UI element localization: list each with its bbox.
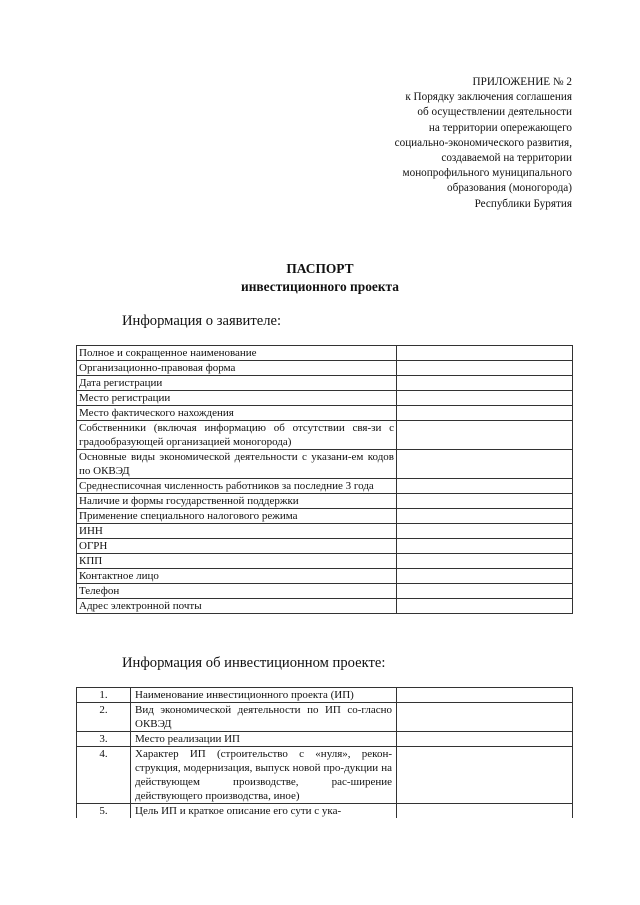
field-label: Цель ИП и краткое описание его сути с ука- [131, 804, 397, 819]
table-row [77, 703, 573, 732]
table-row [77, 346, 573, 361]
field-value-cell[interactable] [397, 599, 573, 614]
table-row [77, 539, 573, 554]
row-number: 4. [77, 747, 131, 804]
annex-header [312, 75, 572, 212]
annex-line: ПРИЛОЖЕНИЕ № 2 [472, 76, 572, 88]
field-label: Вид экономической деятельности по ИП со-гласно ОКВЭД [131, 703, 397, 732]
row-number: 3. [77, 732, 131, 747]
field-label: ИНН [77, 524, 397, 539]
table-row [77, 688, 573, 703]
field-value-cell[interactable] [397, 524, 573, 539]
annex-line: на территории опережающего [428, 121, 572, 134]
table-row [77, 450, 573, 479]
annex-line: социально-экономического развития, [394, 136, 572, 149]
field-label: Организационно-правовая форма [77, 361, 397, 376]
annex-line: монопрофильного муниципального [402, 167, 572, 180]
field-value-cell[interactable] [397, 732, 573, 747]
field-value-cell[interactable] [397, 361, 573, 376]
applicant-table [76, 345, 573, 614]
table-row [77, 584, 573, 599]
field-value-cell[interactable] [397, 406, 573, 421]
project-table [76, 687, 573, 818]
field-value-cell[interactable] [397, 376, 573, 391]
project-section-heading: Информация об инвестиционном проекте: [122, 655, 386, 671]
field-label: Телефон [77, 584, 397, 599]
table-row [77, 569, 573, 584]
field-value-cell[interactable] [397, 479, 573, 494]
annex-line: создаваемой на территории [441, 152, 572, 165]
field-value-cell[interactable] [397, 391, 573, 406]
table-row [77, 406, 573, 421]
field-label: Адрес электронной почты [77, 599, 397, 614]
field-label: Основные виды экономической деятельности с указани-ем кодов по ОКВЭД [77, 450, 397, 479]
table-row [77, 509, 573, 524]
table-row [77, 494, 573, 509]
field-value-cell[interactable] [397, 584, 573, 599]
field-value-cell[interactable] [397, 554, 573, 569]
table-row [77, 599, 573, 614]
field-value-cell[interactable] [397, 450, 573, 479]
applicant-section-heading: Информация о заявителе: [122, 313, 282, 329]
table-row [77, 732, 573, 747]
field-label: Место реализации ИП [131, 732, 397, 747]
table-row [77, 361, 573, 376]
annex-line: об осуществлении деятельности [417, 106, 572, 119]
field-label: Применение специального налогового режима [77, 509, 397, 524]
field-value-cell[interactable] [397, 804, 573, 819]
field-value-cell[interactable] [397, 421, 573, 450]
field-value-cell[interactable] [397, 688, 573, 703]
field-value-cell[interactable] [397, 569, 573, 584]
field-label: КПП [77, 554, 397, 569]
document-title: ПАСПОРТ [286, 261, 354, 276]
annex-line: к Порядку заключения соглашения [405, 91, 572, 104]
field-label: Собственники (включая информацию об отсутствии свя-зи с градообразующей организацией моногорода) [77, 421, 397, 450]
table-row [77, 524, 573, 539]
field-label: Место фактического нахождения [77, 406, 397, 421]
field-label: Характер ИП (строительство с «нуля», рекон-струкция, модернизация, выпуск новой про-дукции на действующем производстве, рас-ширение действующего производства, иное) [131, 747, 397, 804]
table-row [77, 376, 573, 391]
field-label: Среднесписочная численность работников за последние 3 года [77, 479, 397, 494]
table-row [77, 391, 573, 406]
field-value-cell[interactable] [397, 539, 573, 554]
field-label: ОГРН [77, 539, 397, 554]
field-label: Наличие и формы государственной поддержки [77, 494, 397, 509]
field-label: Наименование инвестиционного проекта (ИП) [131, 688, 397, 703]
field-value-cell[interactable] [397, 346, 573, 361]
field-value-cell[interactable] [397, 494, 573, 509]
field-value-cell[interactable] [397, 747, 573, 804]
table-row [77, 554, 573, 569]
field-label: Контактное лицо [77, 569, 397, 584]
row-number: 1. [77, 688, 131, 703]
table-row [77, 421, 573, 450]
document-subtitle: инвестиционного проекта [240, 279, 399, 294]
table-row [77, 479, 573, 494]
field-label: Дата регистрации [77, 376, 397, 391]
row-number: 2. [77, 703, 131, 732]
table-row [77, 747, 573, 804]
row-number: 5. [77, 804, 131, 819]
annex-line: образования (моногорода) [447, 182, 572, 195]
field-label: Место регистрации [77, 391, 397, 406]
field-value-cell[interactable] [397, 509, 573, 524]
annex-line: Республики Бурятия [474, 197, 572, 210]
field-label: Полное и сокращенное наименование [77, 346, 397, 361]
table-row [77, 804, 573, 819]
field-value-cell[interactable] [397, 703, 573, 732]
